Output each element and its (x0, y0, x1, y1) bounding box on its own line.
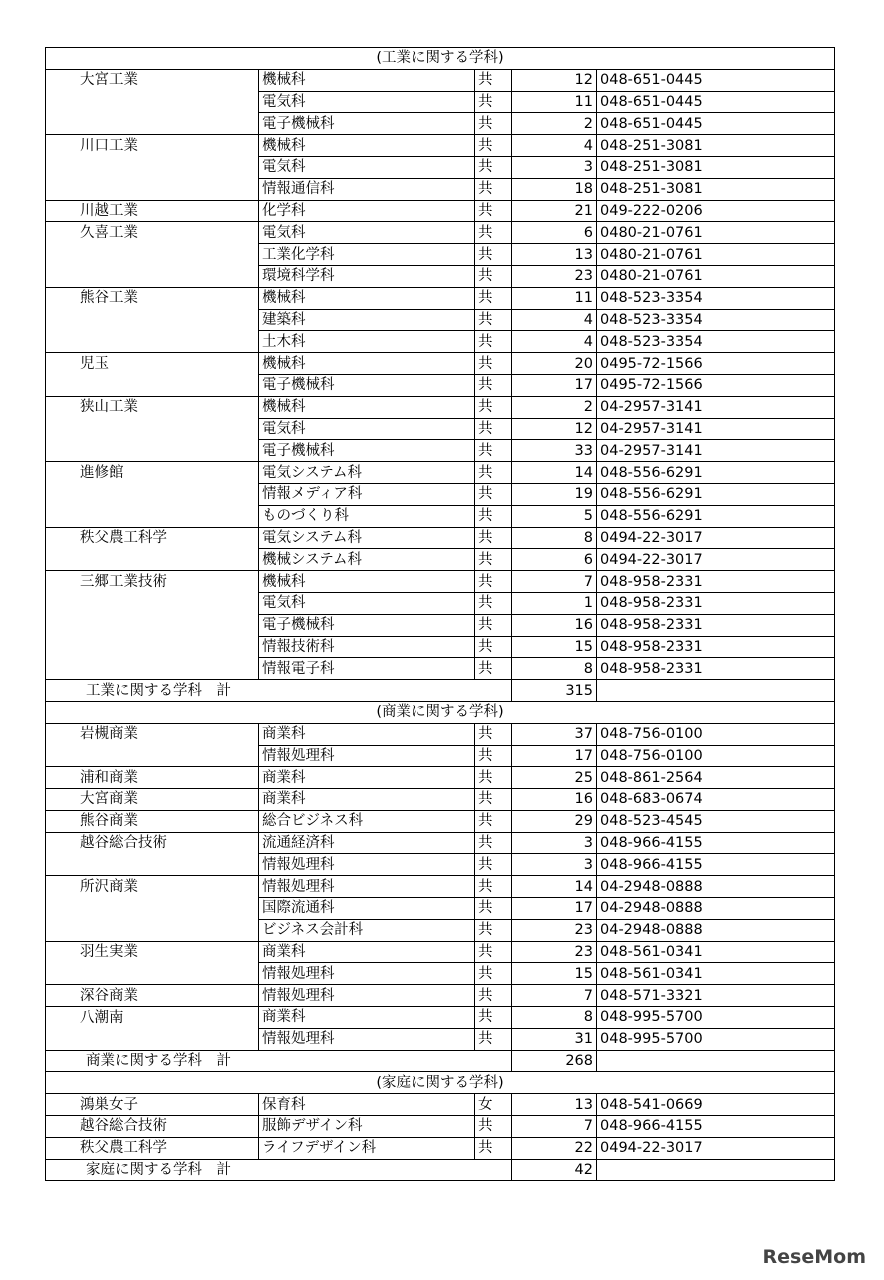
gender-type: 共 (475, 527, 512, 549)
department-name: 流通経済科 (259, 832, 475, 854)
section-header: (家庭に関する学科) (46, 1072, 835, 1094)
section-total-label: 家庭に関する学科 計 (46, 1159, 512, 1181)
department-name: 情報メディア科 (259, 483, 475, 505)
table-row (46, 1094, 835, 1116)
recruit-count: 12 (512, 69, 597, 91)
recruit-count: 2 (512, 113, 597, 135)
phone-number: 048-958-2331 (597, 592, 835, 614)
gender-type: 共 (475, 353, 512, 375)
phone-number: 048-958-2331 (597, 571, 835, 593)
table-row (46, 658, 835, 680)
phone-number: 048-523-3354 (597, 309, 835, 331)
table-row (46, 1007, 835, 1029)
recruit-count: 23 (512, 919, 597, 941)
school-name (46, 636, 259, 658)
school-name: 川越工業 (46, 200, 259, 222)
section-header: (商業に関する学科) (46, 701, 835, 723)
recruit-count: 4 (512, 331, 597, 353)
school-name: 所沢商業 (46, 876, 259, 898)
gender-type: 共 (475, 658, 512, 680)
phone-number: 048-571-3321 (597, 985, 835, 1007)
school-name: 岩槻商業 (46, 723, 259, 745)
gender-type: 共 (475, 941, 512, 963)
gender-type: 共 (475, 200, 512, 222)
section-total-row (46, 1050, 835, 1072)
recruit-count: 13 (512, 244, 597, 266)
department-name: 電子機械科 (259, 374, 475, 396)
school-name: 秩父農工科学 (46, 527, 259, 549)
table-row (46, 832, 835, 854)
gender-type: 共 (475, 505, 512, 527)
phone-number: 048-251-3081 (597, 178, 835, 200)
phone-number: 048-651-0445 (597, 113, 835, 135)
department-name: 土木科 (259, 331, 475, 353)
phone-number: 04-2957-3141 (597, 418, 835, 440)
table-row (46, 767, 835, 789)
gender-type: 共 (475, 745, 512, 767)
table-row (46, 941, 835, 963)
phone-number: 048-966-4155 (597, 832, 835, 854)
phone-number: 0495-72-1566 (597, 374, 835, 396)
department-name: ビジネス会計科 (259, 919, 475, 941)
recruit-count: 33 (512, 440, 597, 462)
department-name: 機械科 (259, 353, 475, 375)
table-row (46, 309, 835, 331)
gender-type: 共 (475, 1137, 512, 1159)
gender-type: 共 (475, 854, 512, 876)
table-row (46, 549, 835, 571)
recruit-count: 29 (512, 810, 597, 832)
gender-type: 共 (475, 396, 512, 418)
school-name: 鴻巣女子 (46, 1094, 259, 1116)
department-name: 情報通信科 (259, 178, 475, 200)
department-name: 商業科 (259, 789, 475, 811)
table-row (46, 331, 835, 353)
department-name: 情報処理科 (259, 745, 475, 767)
department-name: 環境科学科 (259, 265, 475, 287)
department-name: 総合ビジネス科 (259, 810, 475, 832)
phone-number: 048-756-0100 (597, 745, 835, 767)
gender-type: 共 (475, 418, 512, 440)
phone-number: 048-556-6291 (597, 483, 835, 505)
school-name (46, 745, 259, 767)
section-total-value: 42 (512, 1159, 597, 1181)
school-name (46, 658, 259, 680)
table-row (46, 636, 835, 658)
phone-number: 048-958-2331 (597, 636, 835, 658)
department-name: 服飾デザイン科 (259, 1116, 475, 1138)
department-name: 商業科 (259, 1007, 475, 1029)
recruit-count: 17 (512, 745, 597, 767)
gender-type: 共 (475, 636, 512, 658)
recruit-count: 7 (512, 1116, 597, 1138)
recruit-count: 7 (512, 571, 597, 593)
school-name (46, 614, 259, 636)
gender-type: 共 (475, 265, 512, 287)
department-name: ライフデザイン科 (259, 1137, 475, 1159)
table-row (46, 462, 835, 484)
phone-number: 048-541-0669 (597, 1094, 835, 1116)
gender-type: 共 (475, 135, 512, 157)
school-name: 久喜工業 (46, 222, 259, 244)
recruit-count: 20 (512, 353, 597, 375)
phone-number: 0480-21-0761 (597, 222, 835, 244)
department-name: 電気科 (259, 91, 475, 113)
table-row (46, 527, 835, 549)
gender-type: 共 (475, 571, 512, 593)
department-name: 機械科 (259, 571, 475, 593)
school-name (46, 898, 259, 920)
recruit-count: 14 (512, 462, 597, 484)
school-name (46, 244, 259, 266)
department-name: 化学科 (259, 200, 475, 222)
table-row (46, 374, 835, 396)
recruit-count: 22 (512, 1137, 597, 1159)
recruit-count: 31 (512, 1028, 597, 1050)
recruit-count: 12 (512, 418, 597, 440)
phone-number: 04-2948-0888 (597, 876, 835, 898)
school-name (46, 505, 259, 527)
phone-number: 048-651-0445 (597, 69, 835, 91)
recruit-count: 4 (512, 135, 597, 157)
school-name: 熊谷工業 (46, 287, 259, 309)
phone-number: 04-2948-0888 (597, 919, 835, 941)
department-name: 電気科 (259, 592, 475, 614)
gender-type: 共 (475, 483, 512, 505)
phone-number: 048-523-3354 (597, 287, 835, 309)
phone-number: 0480-21-0761 (597, 265, 835, 287)
section-total-label: 工業に関する学科 計 (46, 680, 512, 702)
gender-type: 女 (475, 1094, 512, 1116)
gender-type: 共 (475, 767, 512, 789)
table-row (46, 571, 835, 593)
table-row (46, 505, 835, 527)
gender-type: 共 (475, 549, 512, 571)
school-name (46, 374, 259, 396)
phone-number: 048-556-6291 (597, 505, 835, 527)
gender-type: 共 (475, 178, 512, 200)
school-name: 浦和商業 (46, 767, 259, 789)
department-name: 機械科 (259, 396, 475, 418)
recruit-count: 18 (512, 178, 597, 200)
table-row (46, 963, 835, 985)
resemom-logo: ReseMom (762, 1246, 866, 1268)
section-total-blank (597, 1159, 835, 1181)
table-row (46, 244, 835, 266)
recruit-count: 13 (512, 1094, 597, 1116)
department-name: 情報処理科 (259, 963, 475, 985)
phone-number: 048-966-4155 (597, 1116, 835, 1138)
phone-number: 048-251-3081 (597, 135, 835, 157)
school-name (46, 178, 259, 200)
phone-number: 048-966-4155 (597, 854, 835, 876)
phone-number: 048-561-0341 (597, 963, 835, 985)
recruit-count: 25 (512, 767, 597, 789)
school-name: 羽生実業 (46, 941, 259, 963)
recruit-count: 2 (512, 396, 597, 418)
recruit-count: 8 (512, 527, 597, 549)
department-name: 国際流通科 (259, 898, 475, 920)
table-row (46, 69, 835, 91)
gender-type: 共 (475, 614, 512, 636)
school-name: 進修館 (46, 462, 259, 484)
table-row (46, 91, 835, 113)
phone-number: 048-958-2331 (597, 658, 835, 680)
department-name: 機械科 (259, 135, 475, 157)
phone-number: 048-523-3354 (597, 331, 835, 353)
recruit-count: 14 (512, 876, 597, 898)
department-name: ものづくり科 (259, 505, 475, 527)
school-name (46, 156, 259, 178)
section-total-blank (597, 680, 835, 702)
school-name: 大宮商業 (46, 789, 259, 811)
gender-type: 共 (475, 156, 512, 178)
table-row (46, 898, 835, 920)
gender-type: 共 (475, 723, 512, 745)
department-name: 電気システム科 (259, 462, 475, 484)
table-row (46, 1116, 835, 1138)
gender-type: 共 (475, 963, 512, 985)
table-row (46, 200, 835, 222)
phone-number: 048-861-2564 (597, 767, 835, 789)
department-name: 電子機械科 (259, 614, 475, 636)
recruit-count: 1 (512, 592, 597, 614)
school-name: 秩父農工科学 (46, 1137, 259, 1159)
school-name (46, 1028, 259, 1050)
phone-number: 048-995-5700 (597, 1007, 835, 1029)
table-row (46, 614, 835, 636)
phone-number: 048-683-0674 (597, 789, 835, 811)
table-row (46, 592, 835, 614)
school-name (46, 309, 259, 331)
recruit-count: 37 (512, 723, 597, 745)
table-row (46, 1137, 835, 1159)
phone-number: 0494-22-3017 (597, 527, 835, 549)
recruit-count: 6 (512, 549, 597, 571)
table-row (46, 353, 835, 375)
table-row (46, 287, 835, 309)
section-header-row (46, 1072, 835, 1094)
gender-type: 共 (475, 810, 512, 832)
department-name: 商業科 (259, 723, 475, 745)
school-name: 八潮南 (46, 1007, 259, 1029)
phone-number: 04-2957-3141 (597, 396, 835, 418)
gender-type: 共 (475, 69, 512, 91)
recruit-count: 11 (512, 287, 597, 309)
section-total-value: 268 (512, 1050, 597, 1072)
section-header-row (46, 701, 835, 723)
table-row (46, 854, 835, 876)
school-name (46, 919, 259, 941)
recruit-count: 3 (512, 832, 597, 854)
recruit-count: 21 (512, 200, 597, 222)
gender-type: 共 (475, 1007, 512, 1029)
department-name: 電気システム科 (259, 527, 475, 549)
department-name: 機械科 (259, 287, 475, 309)
section-total-label: 商業に関する学科 計 (46, 1050, 512, 1072)
section-header: (工業に関する学科) (46, 48, 835, 70)
department-name: 情報処理科 (259, 876, 475, 898)
department-name: 電子機械科 (259, 113, 475, 135)
gender-type: 共 (475, 113, 512, 135)
department-name: 情報技術科 (259, 636, 475, 658)
phone-number: 048-523-4545 (597, 810, 835, 832)
recruit-count: 17 (512, 898, 597, 920)
school-name (46, 483, 259, 505)
table-row (46, 265, 835, 287)
school-name: 熊谷商業 (46, 810, 259, 832)
recruit-count: 8 (512, 658, 597, 680)
school-name (46, 418, 259, 440)
table-row (46, 178, 835, 200)
department-name: 電気科 (259, 418, 475, 440)
section-total-value: 315 (512, 680, 597, 702)
table-row (46, 418, 835, 440)
gender-type: 共 (475, 462, 512, 484)
gender-type: 共 (475, 789, 512, 811)
gender-type: 共 (475, 1028, 512, 1050)
school-name: 狭山工業 (46, 396, 259, 418)
department-name: 情報処理科 (259, 854, 475, 876)
school-name: 児玉 (46, 353, 259, 375)
school-name (46, 440, 259, 462)
department-name: 機械システム科 (259, 549, 475, 571)
gender-type: 共 (475, 592, 512, 614)
school-name (46, 265, 259, 287)
table-row (46, 919, 835, 941)
department-name: 情報処理科 (259, 1028, 475, 1050)
phone-number: 048-556-6291 (597, 462, 835, 484)
table-row (46, 745, 835, 767)
school-name: 越谷総合技術 (46, 832, 259, 854)
recruit-count: 16 (512, 614, 597, 636)
table-row (46, 723, 835, 745)
department-name: 保育科 (259, 1094, 475, 1116)
recruit-count: 4 (512, 309, 597, 331)
table-row (46, 876, 835, 898)
recruit-count: 3 (512, 854, 597, 876)
department-name: 情報電子科 (259, 658, 475, 680)
gender-type: 共 (475, 374, 512, 396)
gender-type: 共 (475, 244, 512, 266)
table-row (46, 156, 835, 178)
phone-number: 04-2957-3141 (597, 440, 835, 462)
recruit-count: 11 (512, 91, 597, 113)
recruit-count: 15 (512, 963, 597, 985)
section-total-row (46, 680, 835, 702)
gender-type: 共 (475, 309, 512, 331)
recruit-count: 15 (512, 636, 597, 658)
phone-number: 0494-22-3017 (597, 1137, 835, 1159)
gender-type: 共 (475, 1116, 512, 1138)
phone-number: 048-251-3081 (597, 156, 835, 178)
table-row (46, 483, 835, 505)
gender-type: 共 (475, 222, 512, 244)
school-name: 大宮工業 (46, 69, 259, 91)
recruit-count: 16 (512, 789, 597, 811)
table-row (46, 113, 835, 135)
section-header-row (46, 48, 835, 70)
recruit-count: 5 (512, 505, 597, 527)
gender-type: 共 (475, 919, 512, 941)
table-row (46, 135, 835, 157)
school-name: 川口工業 (46, 135, 259, 157)
table-row (46, 440, 835, 462)
department-name: 機械科 (259, 69, 475, 91)
gender-type: 共 (475, 985, 512, 1007)
phone-number: 049-222-0206 (597, 200, 835, 222)
department-name: 電子機械科 (259, 440, 475, 462)
school-name (46, 113, 259, 135)
department-name: 電気科 (259, 156, 475, 178)
school-name (46, 549, 259, 571)
recruit-count: 3 (512, 156, 597, 178)
recruit-count: 23 (512, 941, 597, 963)
recruit-count: 6 (512, 222, 597, 244)
vocational-departments-table (45, 47, 835, 1181)
table-row (46, 396, 835, 418)
phone-number: 04-2948-0888 (597, 898, 835, 920)
recruit-count: 19 (512, 483, 597, 505)
section-total-blank (597, 1050, 835, 1072)
table-row (46, 810, 835, 832)
section-total-row (46, 1159, 835, 1181)
recruit-count: 23 (512, 265, 597, 287)
school-name: 越谷総合技術 (46, 1116, 259, 1138)
table-body (46, 48, 835, 1181)
school-name (46, 963, 259, 985)
department-name: 工業化学科 (259, 244, 475, 266)
phone-number: 048-958-2331 (597, 614, 835, 636)
department-name: 情報処理科 (259, 985, 475, 1007)
department-name: 建築科 (259, 309, 475, 331)
gender-type: 共 (475, 287, 512, 309)
school-name: 三郷工業技術 (46, 571, 259, 593)
gender-type: 共 (475, 898, 512, 920)
phone-number: 0494-22-3017 (597, 549, 835, 571)
recruit-count: 8 (512, 1007, 597, 1029)
phone-number: 048-756-0100 (597, 723, 835, 745)
table-row (46, 789, 835, 811)
department-name: 商業科 (259, 941, 475, 963)
phone-number: 0480-21-0761 (597, 244, 835, 266)
gender-type: 共 (475, 832, 512, 854)
gender-type: 共 (475, 331, 512, 353)
gender-type: 共 (475, 440, 512, 462)
phone-number: 048-651-0445 (597, 91, 835, 113)
gender-type: 共 (475, 876, 512, 898)
recruit-count: 17 (512, 374, 597, 396)
school-name: 深谷商業 (46, 985, 259, 1007)
school-name (46, 331, 259, 353)
school-name (46, 592, 259, 614)
recruit-count: 7 (512, 985, 597, 1007)
table-row (46, 985, 835, 1007)
gender-type: 共 (475, 91, 512, 113)
phone-number: 048-561-0341 (597, 941, 835, 963)
department-name: 電気科 (259, 222, 475, 244)
table-row (46, 222, 835, 244)
table-row (46, 1028, 835, 1050)
phone-number: 0495-72-1566 (597, 353, 835, 375)
school-name (46, 91, 259, 113)
department-name: 商業科 (259, 767, 475, 789)
phone-number: 048-995-5700 (597, 1028, 835, 1050)
school-name (46, 854, 259, 876)
